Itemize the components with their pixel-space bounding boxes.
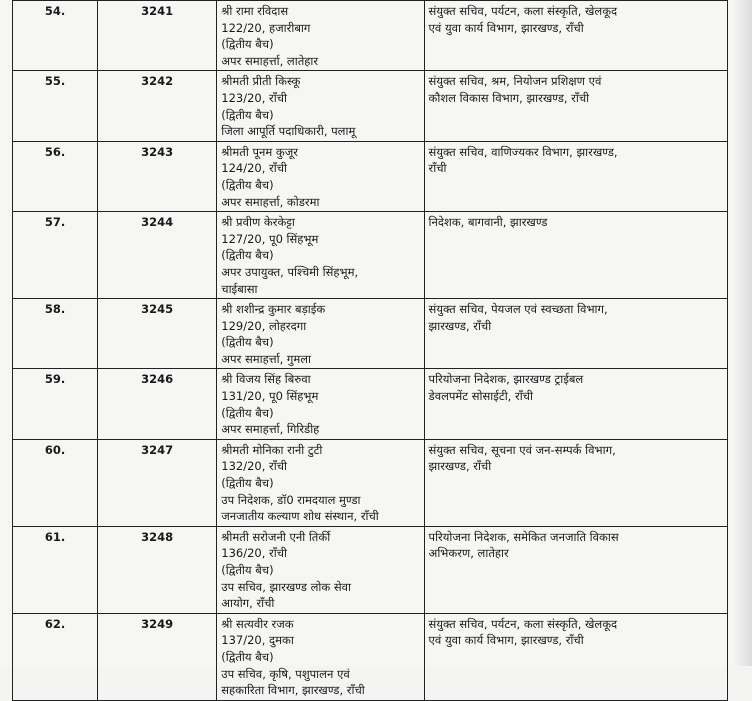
officer-code: 3243 (141, 144, 174, 159)
table-row (13, 613, 728, 700)
serial-number-cell (13, 613, 98, 700)
officer-details-cell (217, 526, 424, 613)
officer-detail-line: (द्वितीय बैच) (221, 37, 274, 52)
officer-posting-table (12, 0, 728, 701)
serial-number: 59. (44, 372, 66, 387)
officer-detail-line: आयोग, राँची (221, 596, 275, 611)
officer-detail-line: श्रीमती सरोजनी एनी तिर्की (221, 529, 331, 544)
serial-number: 61. (44, 529, 66, 544)
new-posting-cell (424, 439, 727, 526)
officer-detail-line: जनजातीय कल्याण शोध संस्थान, राँची (221, 509, 379, 524)
table-row (13, 299, 728, 369)
officer-detail-line: श्री सत्यवीर रजक (221, 616, 294, 631)
officer-detail-line: उप सचिव, कृषि, पशुपालन एवं (221, 666, 350, 681)
code-cell (98, 299, 217, 369)
officer-detail-line: (द्वितीय बैच) (221, 649, 274, 664)
serial-number: 56. (44, 144, 66, 159)
officer-detail-line: 123/20, राँची (221, 90, 287, 105)
officer-detail-line: जिला आपूर्ति पदाधिकारी, पलामू (221, 124, 356, 139)
posting-line: एवं युवा कार्य विभाग, झारखण्ड, राँची (428, 633, 584, 648)
officer-detail-line: अपर समाहर्त्ता, गिरिडीह (221, 422, 320, 437)
new-posting-cell (424, 613, 727, 700)
officer-detail-line: (द्वितीय बैच) (221, 563, 274, 577)
posting-line: संयुक्त सचिव, सूचना एवं जन-सम्पर्क विभाग, (428, 442, 616, 457)
officer-code: 3245 (141, 302, 174, 317)
code-cell (98, 526, 217, 613)
new-posting-cell (424, 369, 727, 439)
new-posting-cell (424, 141, 727, 211)
posting-line: झारखण्ड, राँची (428, 459, 492, 474)
officer-detail-line: 136/20, राँची (221, 546, 287, 561)
officer-detail-line: चाईबासा (221, 281, 258, 296)
posting-line: कौशल विकास विभाग, झारखण्ड, राँची (428, 90, 590, 105)
officer-detail-line: अपर समाहर्त्ता, लातेहार (221, 53, 319, 68)
officer-details-cell (217, 613, 424, 700)
officer-code: 3248 (141, 529, 174, 544)
officer-code: 3246 (141, 372, 174, 387)
officer-detail-line: 137/20, दुमका (221, 633, 294, 648)
serial-number-cell (13, 299, 98, 369)
officer-detail-line: अपर उपायुक्त, पश्चिमी सिंहभूम, (221, 264, 359, 279)
officer-detail-line: (द्वितीय बैच) (221, 107, 274, 122)
serial-number: 60. (44, 442, 66, 457)
officer-detail-line: 127/20, पू0 सिंहभूम (221, 231, 319, 246)
officer-detail-line: उप निदेशक, डॉ0 रामदयाल मुण्डा (221, 492, 361, 507)
posting-line: संयुक्त सचिव, पर्यटन, कला संस्कृति, खेलकूद (428, 4, 618, 18)
officer-details-cell (217, 141, 424, 211)
posting-line: झारखण्ड, राँची (428, 318, 492, 333)
officer-detail-line: सहकारिता विभाग, झारखण्ड, राँची (221, 683, 365, 698)
officer-detail-line: (द्वितीय बैच) (221, 405, 274, 420)
officer-detail-line: 122/20, हजारीबाग (221, 20, 311, 35)
serial-number-cell (13, 71, 98, 141)
serial-number: 58. (44, 302, 66, 317)
page-edge-shadow (732, 0, 752, 666)
new-posting-cell (424, 212, 727, 299)
officer-detail-line: (द्वितीय बैच) (221, 476, 274, 491)
posting-line: संयुक्त सचिव, श्रम, नियोजन प्रशिक्षण एवं (428, 74, 602, 89)
posting-line: निदेशक, बागवानी, झारखण्ड (428, 215, 548, 230)
officer-detail-line: (द्वितीय बैच) (221, 335, 274, 350)
officer-details-cell (217, 212, 424, 299)
officer-code: 3241 (141, 4, 174, 18)
serial-number: 54. (44, 4, 66, 18)
serial-number-cell (13, 526, 98, 613)
officer-detail-line: 132/20, राँची (221, 459, 287, 474)
officer-details-cell (217, 369, 424, 439)
table-row (13, 71, 728, 141)
officer-detail-line: श्रीमती पूनम कुजूर (221, 144, 298, 159)
posting-line: संयुक्त सचिव, वाणिज्यकर विभाग, झारखण्ड, (428, 144, 618, 159)
code-cell (98, 439, 217, 526)
posting-line: एवं युवा कार्य विभाग, झारखण्ड, राँची (428, 20, 584, 35)
posting-line: राँची (428, 161, 447, 176)
officer-detail-line: (द्वितीय बैच) (221, 177, 274, 192)
new-posting-cell (424, 526, 727, 613)
serial-number-cell (13, 1, 98, 71)
posting-line: संयुक्त सचिव, पेयजल एवं स्वच्छता विभाग, (428, 302, 608, 317)
officer-details-cell (217, 439, 424, 526)
posting-line: संयुक्त सचिव, पर्यटन, कला संस्कृति, खेलकूद (428, 616, 618, 631)
officer-detail-line: श्रीमती मोनिका रानी टुटी (221, 442, 323, 457)
officer-detail-line: श्री शशीन्द्र कुमार बड़ाईक (221, 302, 326, 317)
officer-detail-line: श्री प्रवीण केरकेट्टा (221, 215, 295, 230)
officer-detail-line: श्री रामा रविदास (221, 4, 289, 18)
table-row (13, 141, 728, 211)
posting-line: परियोजना निदेशक, झारखण्ड ट्राईबल (428, 372, 584, 387)
code-cell (98, 141, 217, 211)
officer-detail-line: (द्वितीय बैच) (221, 248, 274, 263)
officer-detail-line: अपर समाहर्त्ता, गुमला (221, 351, 312, 366)
posting-line: डेवलपमेंट सोसाईटी, राँची (428, 389, 533, 404)
serial-number: 62. (44, 616, 66, 631)
officer-detail-line: अपर समाहर्त्ता, कोडरमा (221, 194, 320, 209)
code-cell (98, 1, 217, 71)
serial-number-cell (13, 439, 98, 526)
table-row (13, 1, 728, 71)
code-cell (98, 613, 217, 700)
officer-details-cell (217, 71, 424, 141)
code-cell (98, 71, 217, 141)
serial-number: 57. (44, 215, 66, 230)
officer-details-cell (217, 1, 424, 71)
officer-detail-line: श्री विजय सिंह बिरुवा (221, 372, 311, 387)
officer-detail-line: 129/20, लोहरदगा (221, 318, 307, 333)
table-row (13, 439, 728, 526)
officer-detail-line: 131/20, पू0 सिंहभूम (221, 389, 319, 404)
officer-code: 3249 (141, 616, 174, 631)
table-row (13, 369, 728, 439)
officer-code: 3247 (141, 442, 174, 457)
officer-code: 3244 (141, 215, 174, 230)
posting-line: अभिकरण, लातेहार (428, 546, 509, 561)
table-row (13, 526, 728, 613)
code-cell (98, 212, 217, 299)
table-body (13, 1, 728, 701)
posting-line: परियोजना निदेशक, समेकित जनजाति विकास (428, 529, 619, 544)
new-posting-cell (424, 1, 727, 71)
serial-number-cell (13, 369, 98, 439)
officer-detail-line: श्रीमती प्रीती किस्कू (221, 74, 301, 89)
officer-detail-line: उप सचिव, झारखण्ड लोक सेवा (221, 579, 351, 594)
officer-code: 3242 (141, 74, 174, 89)
serial-number-cell (13, 212, 98, 299)
new-posting-cell (424, 299, 727, 369)
table-row (13, 212, 728, 299)
serial-number-cell (13, 141, 98, 211)
new-posting-cell (424, 71, 727, 141)
officer-detail-line: 124/20, राँची (221, 161, 287, 176)
officer-details-cell (217, 299, 424, 369)
code-cell (98, 369, 217, 439)
serial-number: 55. (44, 74, 66, 89)
